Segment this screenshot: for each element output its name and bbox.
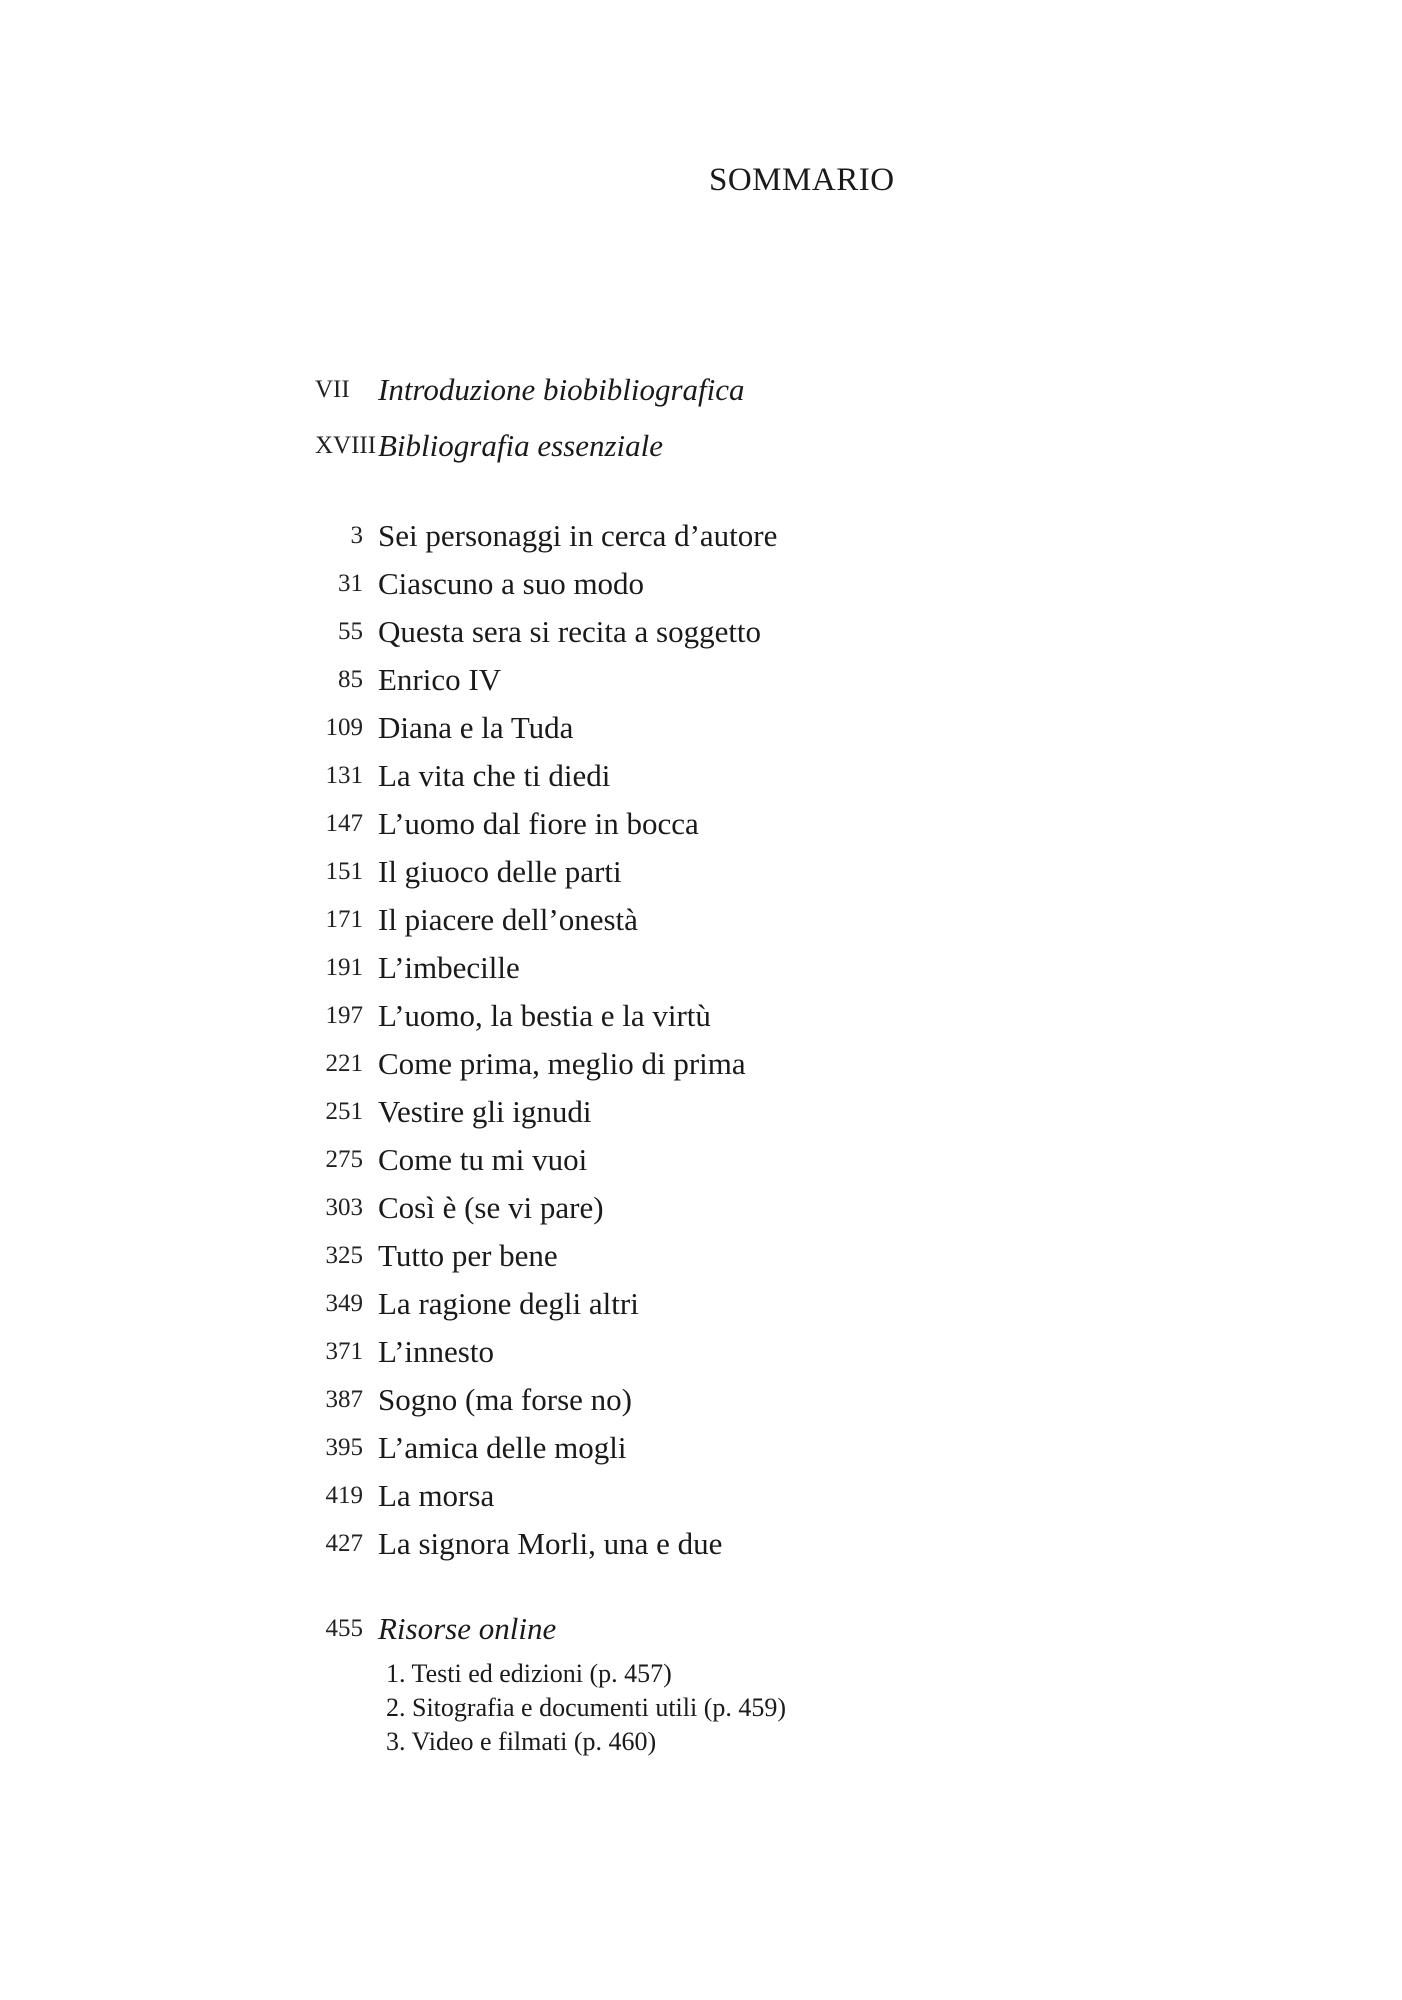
toc-entry-bibliografia (0, 418, 1402, 474)
toc-page-number: 303 (325, 1194, 363, 1221)
toc-title: L’imbecille (378, 950, 520, 985)
toc-title: La signora Morli, una e due (378, 1526, 723, 1561)
toc-page-number: 191 (325, 954, 363, 981)
page-title: SOMMARIO (709, 162, 895, 198)
toc-page-number: 131 (325, 762, 363, 789)
toc-title: La morsa (378, 1478, 495, 1513)
toc-page-number: VII (315, 376, 350, 403)
toc-title: Il piacere dell’onestà (378, 902, 638, 937)
toc-entry (0, 1184, 1402, 1232)
toc-page-number: 349 (325, 1290, 363, 1317)
toc-entry (0, 992, 1402, 1040)
toc-title: L’innesto (378, 1334, 494, 1369)
appendix-section (0, 1605, 1402, 1759)
sub-entry: 1. Testi ed edizioni (p. 457) (386, 1659, 672, 1688)
toc-title: Tutto per bene (378, 1238, 558, 1273)
toc-entry (0, 1376, 1402, 1424)
toc-title: Risorse online (378, 1611, 557, 1646)
toc-title: Questa sera si recita a soggetto (378, 614, 762, 649)
toc-page-number: 55 (338, 618, 363, 645)
toc-title: Diana e la Tuda (378, 710, 574, 745)
toc-entry (0, 1472, 1402, 1520)
toc-page-number: XVIII (315, 432, 377, 459)
toc-entry-risorse-online (0, 1605, 1402, 1653)
toc-title: La vita che ti diedi (378, 758, 611, 793)
sub-entry: 3. Video e filmati (p. 460) (386, 1727, 657, 1756)
toc-entry (0, 656, 1402, 704)
toc-entry (0, 1328, 1402, 1376)
toc-entry (0, 1040, 1402, 1088)
toc-title: Così è (se vi pare) (378, 1190, 604, 1225)
toc-entry (0, 560, 1402, 608)
toc-page-number: 151 (325, 858, 363, 885)
toc-entry (0, 1088, 1402, 1136)
toc-title: La ragione degli altri (378, 1286, 639, 1321)
toc-entry (0, 608, 1402, 656)
toc-page-number: 455 (325, 1615, 363, 1642)
toc-title: Come tu mi vuoi (378, 1142, 588, 1177)
toc-title: Introduzione biobibliografica (378, 372, 745, 407)
toc-entry (0, 944, 1402, 992)
toc-entry (0, 1424, 1402, 1472)
toc-title: Come prima, meglio di prima (378, 1046, 746, 1081)
toc-page-number: 427 (325, 1530, 363, 1557)
appendix-sub-list (0, 1657, 1402, 1759)
toc-page-number: 395 (325, 1434, 363, 1461)
toc-page-number: 171 (325, 906, 363, 933)
toc-page-number: 147 (325, 810, 363, 837)
toc-entry (0, 1520, 1402, 1568)
toc-page-number: 31 (338, 570, 363, 597)
toc-entry (0, 704, 1402, 752)
toc-title: Il giuoco delle parti (378, 854, 622, 889)
toc-entry (0, 848, 1402, 896)
toc-title: Vestire gli ignudi (378, 1094, 592, 1129)
front-matter-list (0, 362, 1402, 474)
toc-entry (0, 1136, 1402, 1184)
toc-page-number: 371 (325, 1338, 363, 1365)
toc-title: L’amica delle mogli (378, 1430, 627, 1465)
toc-title: Sei personaggi in cerca d’autore (378, 518, 778, 553)
toc-entry-introduzione (0, 362, 1402, 418)
toc-page-number: 275 (325, 1146, 363, 1173)
toc-entry (0, 512, 1402, 560)
sub-entry: 2. Sitografia e documenti utili (p. 459) (386, 1693, 787, 1722)
toc-page-number: 85 (338, 666, 363, 693)
toc-entry (0, 896, 1402, 944)
toc-entry (0, 1280, 1402, 1328)
works-list (0, 512, 1402, 1568)
toc-page-number: 221 (325, 1050, 363, 1077)
toc-page-number: 3 (350, 522, 363, 549)
toc-page-number: 197 (325, 1002, 363, 1029)
toc-title: Ciascuno a suo modo (378, 566, 645, 601)
toc-page-number: 387 (325, 1386, 363, 1413)
toc-title: Bibliografia essenziale (378, 428, 664, 463)
toc-entry (0, 1232, 1402, 1280)
toc-title: L’uomo dal fiore in bocca (378, 806, 699, 841)
toc-page-number: 109 (325, 714, 363, 741)
toc-title: Enrico IV (378, 662, 502, 697)
toc-entry (0, 752, 1402, 800)
toc-page-number: 325 (325, 1242, 363, 1269)
toc-page-number: 419 (325, 1482, 363, 1509)
toc-title: L’uomo, la bestia e la virtù (378, 998, 711, 1033)
toc-title: Sogno (ma forse no) (378, 1382, 632, 1417)
toc-entry (0, 800, 1402, 848)
toc-page-number: 251 (325, 1098, 363, 1125)
